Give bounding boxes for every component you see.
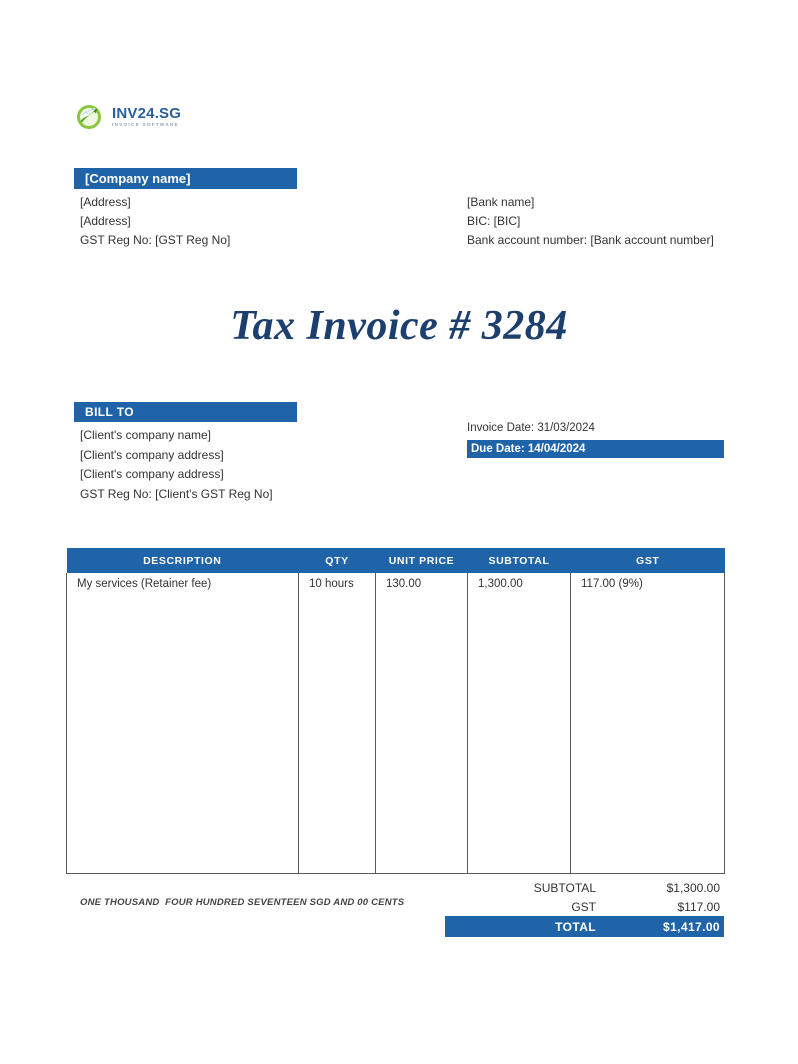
bill-to-label: BILL TO — [85, 405, 135, 419]
brand-logo — [74, 100, 181, 132]
empty-cell-qty — [299, 598, 376, 873]
seller-gst-reg-no: GST Reg No: [GST Reg No] — [80, 233, 231, 247]
totals-row-subtotal — [445, 878, 724, 897]
cell-gst: 117.00 (9%) — [571, 573, 725, 598]
totals-row-total — [445, 916, 724, 937]
bill-to-block — [80, 426, 273, 504]
seller-address-line-2: [Address] — [80, 214, 131, 228]
cell-description: My services (Retainer fee) — [67, 573, 299, 598]
leaf-arrow-logo-icon — [74, 100, 106, 132]
subtotal-value: $1,300.00 — [666, 880, 720, 895]
amount-in-words: ONE THOUSAND FOUR HUNDRED SEVENTEEN SGD AND 00 CENTS — [80, 897, 405, 908]
page-title: Tax Invoice # 3284 — [230, 303, 568, 349]
cell-qty: 10 hours — [299, 573, 376, 598]
client-address-line-2: [Client's company address] — [80, 467, 224, 481]
empty-cell-unit-price — [376, 598, 468, 873]
bank-bic: BIC: [BIC] — [467, 214, 521, 228]
client-gst-reg-no: GST Reg No: [Client's GST Reg No] — [80, 486, 273, 501]
bank-name: [Bank name] — [467, 195, 535, 209]
table-row — [67, 573, 725, 598]
total-value: $1,417.00 — [663, 919, 720, 934]
invoice-date: Invoice Date: 31/03/2024 — [467, 422, 595, 434]
logo-wordmark — [112, 104, 181, 128]
totals-block — [445, 878, 724, 937]
bank-details-block — [467, 193, 714, 250]
total-label: TOTAL — [555, 919, 596, 934]
column-header-unit-price: UNIT PRICE — [376, 548, 468, 573]
company-name-bar — [74, 168, 297, 189]
seller-address-block — [80, 193, 230, 250]
table-empty-rows-area — [67, 598, 725, 873]
subtotal-label: SUBTOTAL — [533, 880, 596, 895]
line-items-table — [66, 548, 725, 874]
column-header-subtotal: SUBTOTAL — [468, 548, 571, 573]
gst-value: $117.00 — [677, 899, 720, 914]
gst-label: GST — [571, 899, 596, 914]
logo-tagline: INVOICE SOFTWARE — [112, 122, 179, 128]
bill-to-heading-bar — [74, 402, 297, 422]
column-header-gst: GST — [571, 548, 725, 573]
column-header-qty: QTY — [299, 548, 376, 573]
empty-cell-gst — [571, 598, 725, 873]
cell-subtotal: 1,300.00 — [468, 573, 571, 598]
company-name-label: [Company name] — [85, 171, 191, 186]
client-address-line-1: [Client's company address] — [80, 447, 224, 462]
column-header-description: DESCRIPTION — [67, 548, 299, 573]
empty-cell-description — [67, 598, 299, 873]
client-company-name: [Client's company name] — [80, 428, 212, 442]
due-date: Due Date: 14/04/2024 — [471, 443, 586, 455]
bank-account-number: Bank account number: [Bank account number] — [467, 233, 714, 247]
seller-address-line-1: [Address] — [80, 195, 131, 209]
totals-row-gst — [445, 897, 724, 916]
due-date-bar — [467, 440, 724, 458]
logo-name: INV24.SG — [112, 105, 182, 123]
invoice-date-block — [467, 419, 595, 438]
table-header-row — [67, 548, 725, 573]
cell-unit-price: 130.00 — [376, 573, 468, 598]
empty-cell-subtotal — [468, 598, 571, 873]
